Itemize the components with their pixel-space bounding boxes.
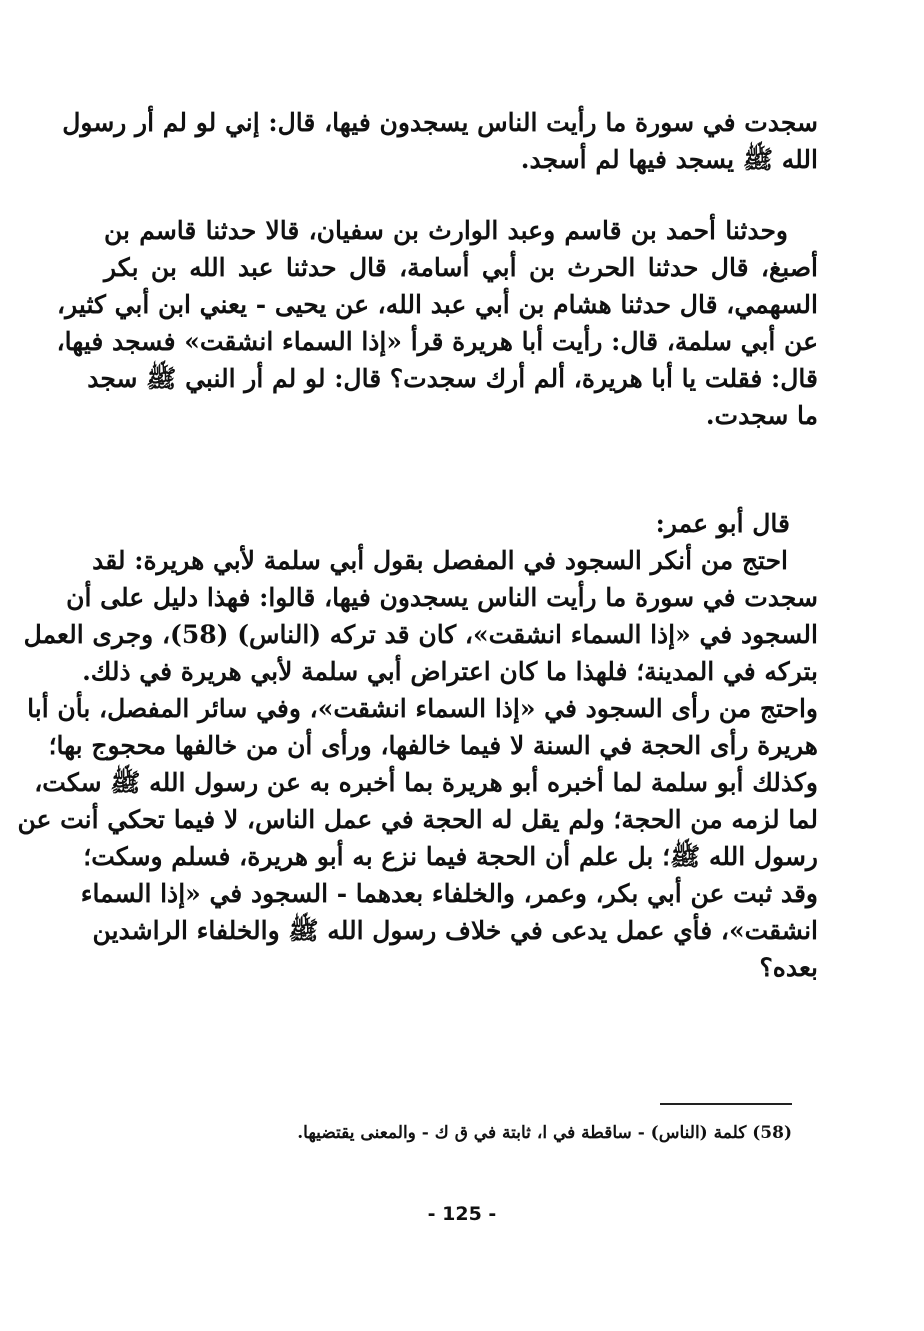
paragraph-1 — [62, 104, 818, 178]
text-line: وكذلك أبو سلمة لما أخبره أبو هريرة بما أخبره به عن رسول الله ﷺ سكت، — [34, 768, 818, 797]
text-line: عن أبي سلمة، قال: رأيت أبا هريرة قرأ «إذا السماء انشقت» فسجد فيها، — [56, 327, 818, 356]
text-line: لما لزمه من الحجة؛ ولم يقل له الحجة في عمل الناس، لا فيما تحكي أنت عن — [17, 805, 818, 834]
footnote: (58) كلمة (الناس) - ساقطة في ا، ثابتة في ق ك - والمعنى يقتضيها. — [297, 1123, 792, 1143]
text-line: قال: فقلت يا أبا هريرة، ألم أرك سجدت؟ قال: لو لم أر النبي ﷺ سجد — [87, 364, 818, 393]
text-line: احتج من أنكر السجود في المفصل بقول أبي سلمة لأبي هريرة: لقد — [92, 546, 788, 575]
footnote-divider — [660, 1103, 792, 1105]
page-number: - 125 - — [427, 1203, 497, 1225]
section-heading: قال أبو عمر: — [655, 509, 790, 538]
text-line: ما سجدت. — [705, 401, 818, 430]
text-line: السهمي، قال حدثنا هشام بن أبي عبد الله، عن يحيى - يعني ابن أبي كثير، — [57, 290, 818, 319]
text-line: سجدت في سورة ما رأيت الناس يسجدون فيها، قال: إني لو لم أر رسول — [62, 108, 818, 137]
text-line: وقد ثبت عن أبي بكر، وعمر، والخلفاء بعدهما - السجود في «إذا السماء — [80, 879, 818, 908]
text-line: هريرة رأى الحجة في السنة لا فيما خالفها، ورأى أن من خالفها محجوج بها؛ — [48, 731, 818, 760]
text-line: واحتج من رأى السجود في «إذا السماء انشقت»، وفي سائر المفصل، بأن أبا — [27, 694, 818, 723]
text-line: انشقت»، فأي عمل يدعى في خلاف رسول الله ﷺ والخلفاء الراشدين — [92, 916, 818, 945]
text-line: وحدثنا أحمد بن قاسم وعبد الوارث بن سفيان، قالا حدثنا قاسم بن — [104, 216, 788, 245]
paragraph-3 — [17, 505, 818, 986]
text-line: بعده؟ — [759, 953, 818, 982]
paragraph-2 — [56, 212, 818, 434]
text-line: السجود في «إذا السماء انشقت»، كان قد تركه (الناس) (58)، وجرى العمل — [23, 620, 818, 649]
text-line: الله ﷺ يسجد فيها لم أسجد. — [520, 145, 818, 174]
text-line: سجدت في سورة ما رأيت الناس يسجدون فيها، قالوا: فهذا دليل على أن — [66, 583, 818, 612]
text-line: رسول الله ﷺ؛ بل علم أن الحجة فيما نزع به أبو هريرة، فسلم وسكت؛ — [83, 842, 818, 871]
text-line: بتركه في المدينة؛ فلهذا ما كان اعتراض أبي سلمة لأبي هريرة في ذلك. — [82, 657, 818, 686]
text-line: أصبغ، قال حدثنا الحرث بن أبي أسامة، قال حدثنا عبد الله بن بكر — [104, 253, 818, 282]
